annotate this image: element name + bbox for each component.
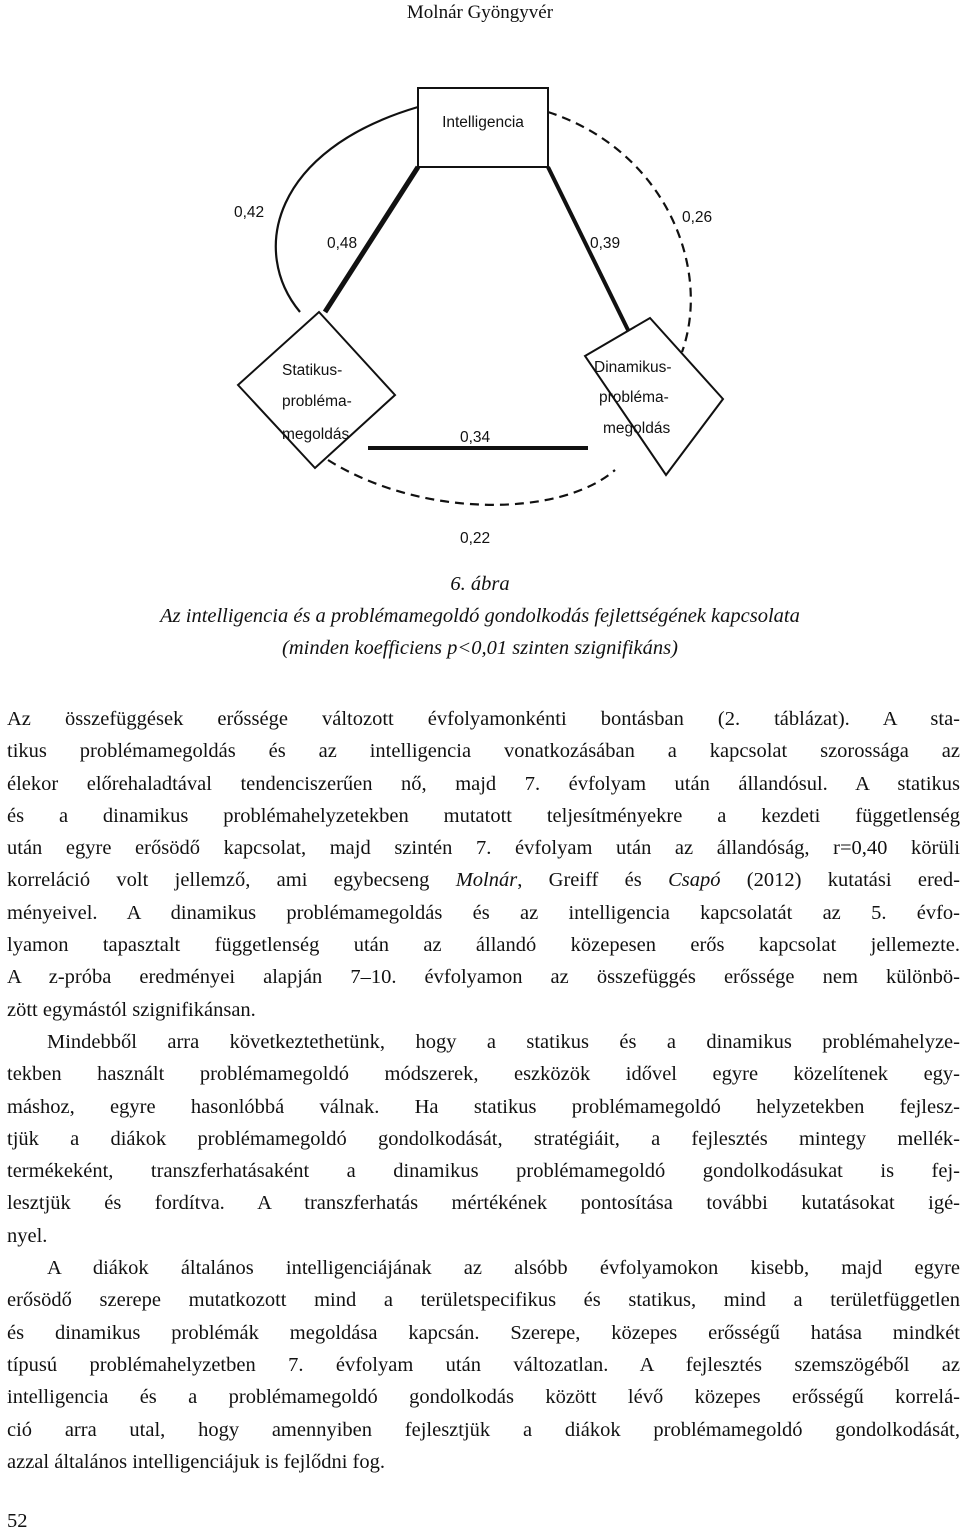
italic-name: Csapó (668, 869, 721, 892)
text-line (7, 832, 960, 864)
text-segment: (2012) kutatási ered- (720, 869, 960, 892)
text-line (7, 1446, 960, 1478)
text-segment: után egyre erősödő kapcsolat, majd szintén 7. évfolyam után az állandóság, r=0,40 körüli (7, 837, 960, 860)
node-intelligence-label: Intelligencia (442, 114, 524, 131)
text-line (7, 1091, 960, 1123)
body-text (7, 703, 960, 1478)
text-line (7, 1187, 960, 1219)
text-segment: ció arra utal, hogy amennyiben fejlesztjük a diákok problémamegoldó gondolkodását, (7, 1418, 960, 1441)
text-segment: tekben használt problémamegoldó módszerek, eszközök idővel egyre közelítenek egy- (7, 1063, 960, 1086)
text-line (7, 1414, 960, 1446)
paragraph (7, 1026, 960, 1252)
text-line (7, 800, 960, 832)
text-line (7, 961, 960, 993)
text-segment: és a dinamikus problémahelyzetekben mutatott teljesítményekre a kezdeti függetlenség (7, 804, 960, 827)
page-number: 52 (7, 1510, 28, 1532)
text-segment: termékeként, transzferhatásaként a dinamikus problémamegoldó gondolkodásukat is fej- (7, 1160, 960, 1183)
coef-inner-right: 0,39 (590, 235, 621, 252)
text-line (7, 1058, 960, 1090)
text-segment: tjük a diákok problémamegoldó gondolkodását, stratégiáit, a fejlesztés mintegy mellék- (7, 1127, 960, 1150)
coef-outer-bottom: 0,22 (460, 530, 491, 547)
figure-number: 6. ábra (450, 573, 510, 595)
text-segment: , Greiff és (517, 869, 669, 892)
text-line (7, 1123, 960, 1155)
node-dynamic-label-3: megoldás (603, 420, 671, 437)
text-line (7, 1349, 960, 1381)
text-line (7, 1284, 960, 1316)
text-segment: erősödő szerepe mutatkozott mind a területspecifikus és statikus, mind a területfüggetlen (7, 1289, 960, 1312)
node-static-label-1: Statikus- (282, 362, 343, 379)
text-segment: Az összefüggések erőssége változott évfolyamonkénti bontásban (2. táblázat). A sta- (7, 708, 960, 730)
text-line (7, 1026, 960, 1058)
text-line (7, 1220, 960, 1252)
text-segment: A diákok általános intelligenciájának az alsóbb évfolyamokon kisebb, majd egyre (47, 1257, 960, 1280)
text-line (7, 1381, 960, 1413)
text-line (7, 1317, 960, 1349)
text-line (7, 1252, 960, 1284)
correlation-diagram (0, 0, 960, 560)
figure-note: (minden koefficiens p<0,01 szinten szignifikáns) (282, 637, 678, 659)
text-line (7, 735, 960, 767)
coef-inner-bottom: 0,34 (460, 429, 491, 446)
text-segment: korreláció volt jellemző, ami egybecseng (7, 869, 456, 892)
paragraph (7, 703, 960, 1026)
node-static-box (238, 312, 395, 468)
paragraph (7, 1252, 960, 1478)
text-segment: Mindebből arra következtethetünk, hogy a statikus és a dinamikus problémahelyze- (47, 1030, 960, 1053)
text-line (7, 703, 960, 735)
italic-name: Molnár (455, 869, 518, 892)
text-segment: élekor előrehaladtával tendenciszerűen nő, majd 7. évfolyam után állandósul. A statikus (7, 772, 960, 795)
text-segment: tikus problémamegoldás és az intelligencia vonatkozásában a kapcsolat szorossága az (7, 740, 960, 763)
text-segment: és dinamikus problémák megoldása kapcsán. Szerepe, közepes erősségű hatása mindkét (7, 1321, 960, 1344)
text-line (7, 864, 960, 896)
text-segment: zött egymástól szignifikánsan. (7, 998, 256, 1021)
text-segment: ményeivel. A dinamikus problémamegoldás és az intelligencia kapcsolatát az 5. évfo- (7, 901, 960, 924)
outer-arc-bottom (328, 460, 615, 505)
text-line (7, 768, 960, 800)
node-dynamic-label-1: Dinamikus- (594, 359, 672, 376)
text-segment: azzal általános intelligenciájuk is fejlődni fog. (7, 1450, 385, 1473)
text-segment: intelligencia és a problémamegoldó gondolkodás között lévő közepes erősségű korrelá- (7, 1386, 960, 1409)
text-line (7, 994, 960, 1026)
running-head: Molnár Gyöngyvér (406, 2, 554, 23)
text-line (7, 1155, 960, 1187)
coef-outer-right: 0,26 (682, 209, 713, 226)
text-line (7, 897, 960, 929)
node-static-label-2: probléma- (282, 393, 352, 410)
text-segment: nyel. (7, 1224, 48, 1247)
coef-inner-left: 0,48 (327, 235, 358, 252)
figure-caption (0, 568, 960, 664)
text-segment: A z-próba eredményei alapján 7–10. évfolyamon az összefüggés erőssége nem különbö- (7, 966, 960, 989)
text-line (7, 929, 960, 961)
node-dynamic-label-2: probléma- (599, 389, 669, 406)
text-segment: lesztjük és fordítva. A transzferhatás mértékének pontosítása további kutatásokat igé- (7, 1192, 960, 1215)
coef-outer-left: 0,42 (234, 204, 265, 221)
text-segment: máshoz, egyre hasonlóbbá válnak. Ha statikus problémamegoldó helyzetekben fejlesz- (7, 1095, 960, 1118)
text-segment: lyamon tapasztalt függetlenség után az állandó közepesen erős kapcsolat jellemezte. (7, 934, 960, 957)
node-static-label-3: megoldás (282, 426, 350, 443)
text-segment: típusú problémahelyzetben 7. évfolyam után változatlan. A fejlesztés szemszögéből az (7, 1353, 960, 1376)
figure-title: Az intelligencia és a problémamegoldó gondolkodás fejlettségének kapcsolata (160, 605, 800, 627)
